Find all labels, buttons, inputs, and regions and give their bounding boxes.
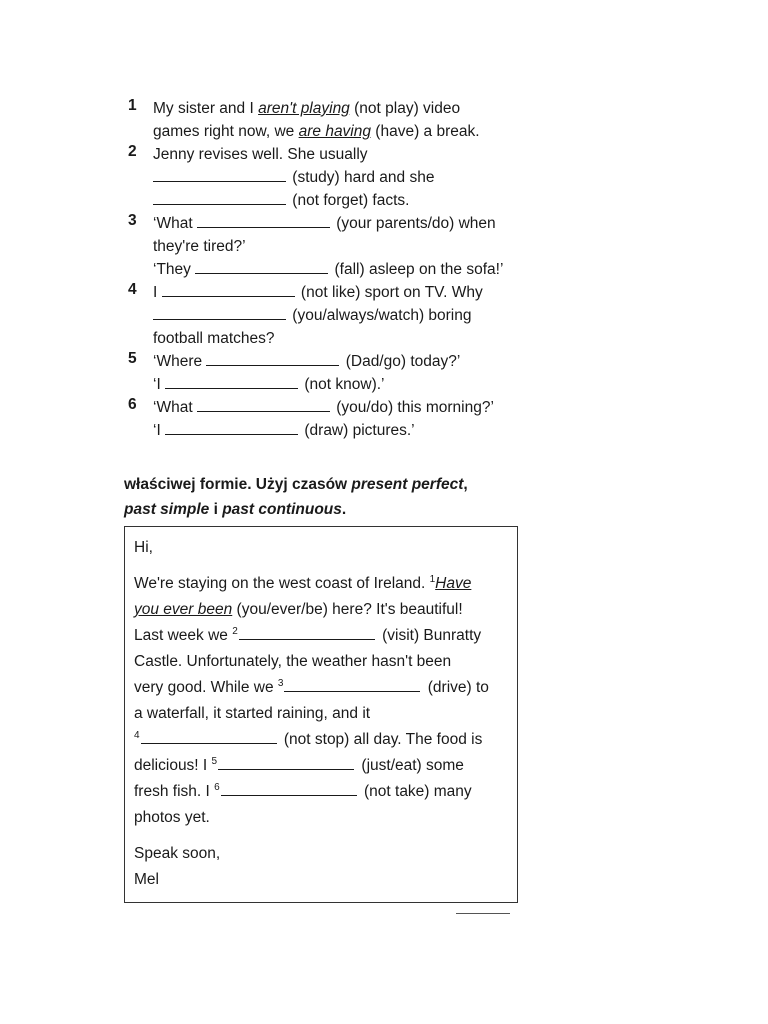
letter-closing: Speak soon, [134,845,221,862]
item-number: 3 [128,212,137,229]
instruction-text: . [341,501,347,518]
tense-name: past simple [124,501,210,518]
item-text: (not play) video [349,100,461,117]
gap-number: 4 [134,730,140,741]
item-number: 2 [128,143,137,160]
answer-blank[interactable] [141,728,277,744]
item-text: ‘What [153,215,197,232]
item-number: 4 [128,281,137,298]
instruction-text: i [209,501,223,518]
example-answer: Have [435,575,472,592]
item-text: (not like) sport on TV. Why [296,284,483,301]
answer-blank[interactable] [153,166,286,182]
tense-name: past continuous [222,501,342,518]
item-number: 6 [128,396,137,413]
letter-text: Castle. Unfortunately, the weather hasn't been [134,653,452,670]
example-answer: aren't playing [258,100,350,117]
letter-text: We're staying on the west coast of Ireland. [134,575,430,592]
exercise-item-1 [128,97,528,143]
item-number: 1 [128,97,137,114]
exercise-2-instruction [124,472,544,522]
item-text: (not forget) facts. [288,192,410,209]
exercise-item-4 [128,281,528,350]
answer-blank[interactable] [153,189,286,205]
exercise-item-5 [128,350,528,396]
exercise-item-6 [128,396,528,442]
instruction-text: właściwej formie. Użyj czasów [124,476,352,493]
item-text: (you/always/watch) boring [288,307,472,324]
answer-blank[interactable] [197,212,330,228]
item-text: (draw) pictures.’ [300,422,415,439]
answer-blank[interactable] [218,754,354,770]
instruction-text: , [463,476,468,493]
item-text: (fall) asleep on the sofa!’ [330,261,504,278]
letter-greeting: Hi, [134,539,153,556]
item-text: ‘Where [153,353,207,370]
answer-blank[interactable] [206,350,339,366]
exercise-item-3 [128,212,528,281]
item-text: (Dad/go) today?’ [341,353,461,370]
example-answer: are having [298,123,371,140]
item-text: football matches? [153,330,275,347]
letter-text: (not take) many [359,783,472,800]
item-text: (you/do) this morning?’ [331,399,494,416]
gap-number: 1 [429,574,436,585]
letter-text: (not stop) all day. The food is [279,731,483,748]
gap-number: 3 [277,678,284,689]
item-text: (your parents/do) when [331,215,496,232]
answer-blank[interactable] [221,780,357,796]
answer-blank[interactable] [197,396,330,412]
item-text: ‘They [153,261,196,278]
letter-text: (visit) Bunratty [377,627,482,644]
item-text: I [153,284,162,301]
item-text: they're tired?’ [153,238,246,255]
item-text: (study) hard and she [288,169,435,186]
answer-blank[interactable] [165,419,298,435]
answer-blank[interactable] [165,373,298,389]
example-answer: you ever been [134,601,233,618]
letter-signature: Mel [134,871,159,888]
item-text: ‘I [153,376,166,393]
exercise-item-2 [128,143,528,212]
item-text: games right now, we [153,123,299,140]
answer-blank[interactable] [195,258,328,274]
letter-text: (just/eat) some [357,757,464,774]
answer-blank[interactable] [162,281,295,297]
item-text: (have) a break. [371,123,480,140]
item-text: ‘What [153,399,197,416]
item-text: Jenny revises well. She usually [153,146,368,163]
gap-number: 6 [214,782,220,793]
gap-number: 2 [232,626,238,637]
letter-text: (drive) to [423,679,489,696]
gap-number: 5 [211,756,218,767]
item-number: 5 [128,350,137,367]
item-text: (not know).’ [300,376,385,393]
letter-text: delicious! I [134,757,212,774]
exercise-1 [128,97,528,442]
letter-box [124,526,518,903]
item-text: ‘I [153,422,166,439]
letter-text: Last week we [134,627,233,644]
letter-text: (you/ever/be) here? It's beautiful! [232,601,463,618]
item-text: My sister and I [153,100,259,117]
answer-blank[interactable] [284,676,420,692]
letter-text: a waterfall, it started raining, and it [134,705,371,722]
answer-blank[interactable] [153,304,286,320]
letter-text: very good. While we [134,679,278,696]
score-line [456,913,510,914]
letter-text: photos yet. [134,809,210,826]
letter-text: fresh fish. I [134,783,215,800]
answer-blank[interactable] [239,624,375,640]
tense-name: present perfect [351,476,464,493]
